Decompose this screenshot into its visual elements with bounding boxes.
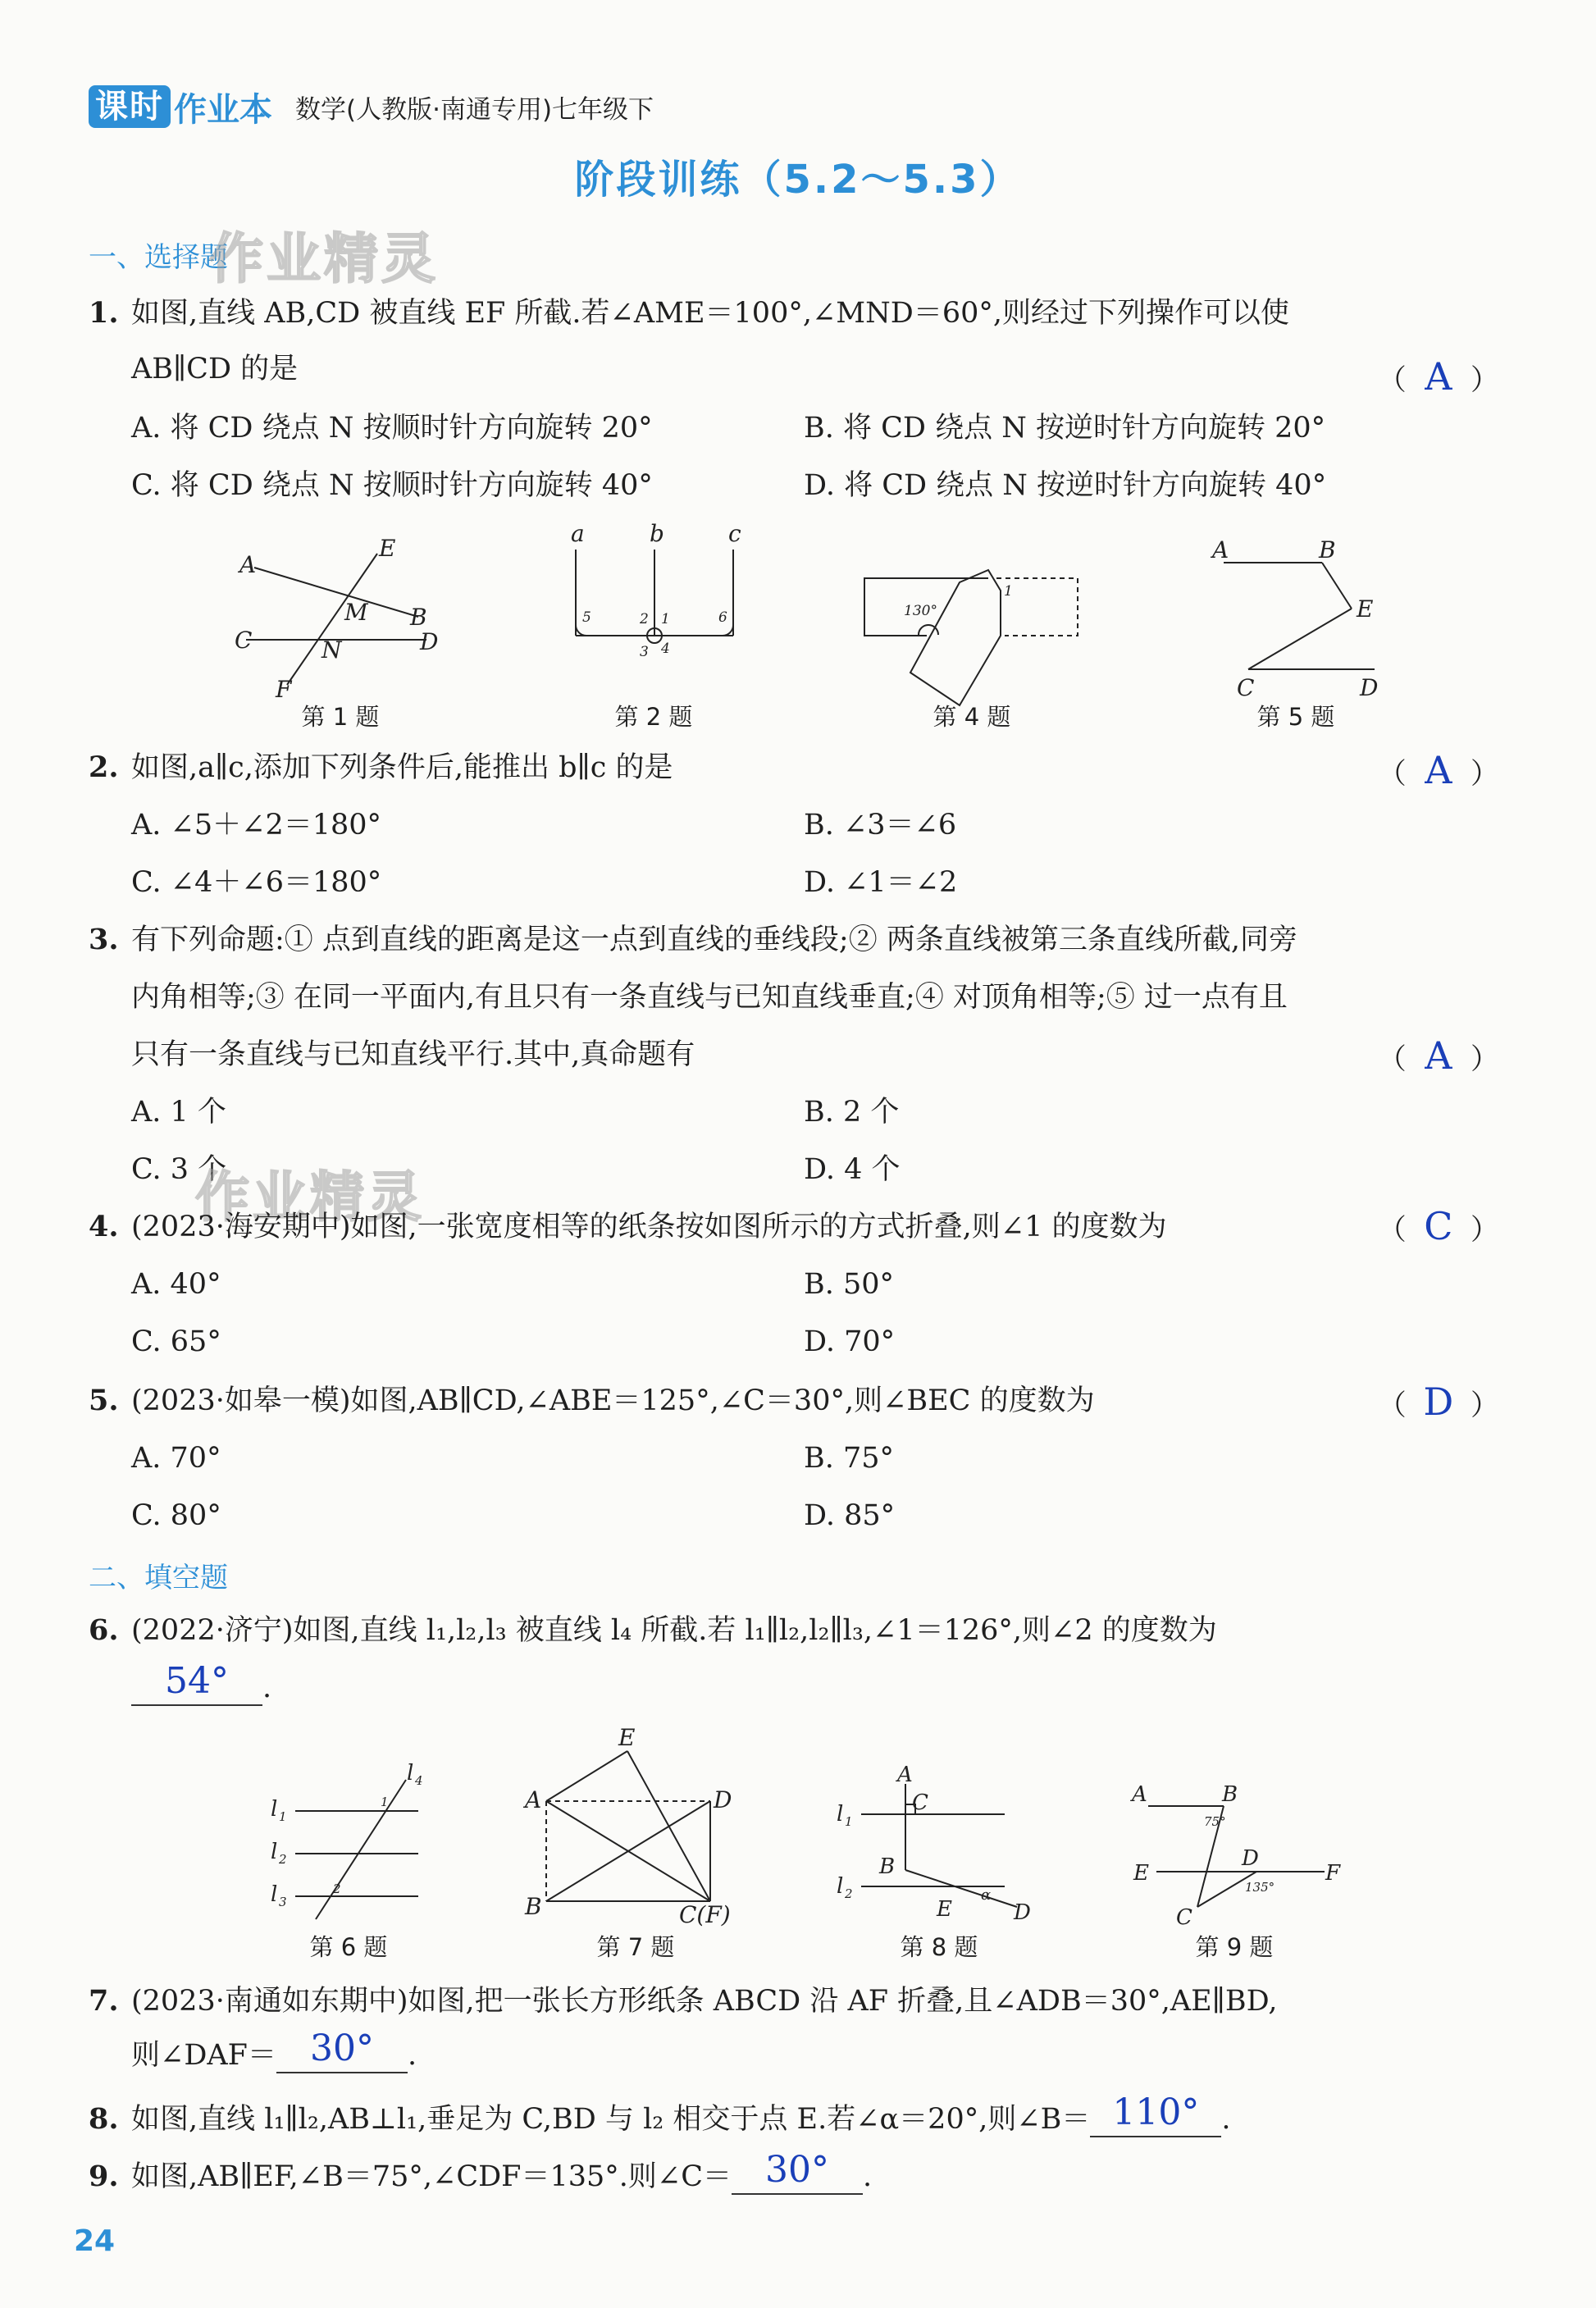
q4-option-a: A. 40° <box>131 1268 221 1301</box>
figure-5-caption: 第 5 题 <box>1256 703 1335 731</box>
section-choice-title: 一、选择题 <box>89 241 228 274</box>
svg-text:A: A <box>897 1763 913 1787</box>
q1-option-c: C. 将 CD 绕点 N 按顺时针方向旋转 40° <box>131 469 653 502</box>
svg-text:l: l <box>837 1802 844 1827</box>
q9-text: 如图,AB∥EF,∠B＝75°,∠CDF＝135°.则∠C＝ <box>131 2160 732 2193</box>
brand-box: 课时 <box>89 85 171 128</box>
q8-text: 如图,直线 l₁∥l₂,AB⊥l₁,垂足为 C,BD 与 l₂ 相交于点 E.若∠α＝20°,则∠B＝ <box>131 2103 1091 2136</box>
q5-option-d: D. 85° <box>804 1499 896 1532</box>
figure-4 <box>861 566 1091 705</box>
q6-blank-line <box>131 1660 1499 1706</box>
svg-text:1: 1 <box>845 1814 853 1829</box>
q8-number: 8. <box>89 2102 119 2136</box>
svg-text:1: 1 <box>1004 583 1013 600</box>
svg-text:l: l <box>271 1840 278 1864</box>
q7-text: (2023·南通如东期中)如图,把一张长方形纸条 ABCD 沿 AF 折叠,且∠ADB＝30°,AE∥BD, <box>131 1985 1278 2018</box>
svg-text:C: C <box>1237 674 1255 701</box>
svg-text:E: E <box>1357 595 1374 623</box>
q1-answer-paren: （ A ） <box>1377 354 1499 399</box>
q3-option-b: B. 2 个 <box>804 1096 900 1129</box>
q5-option-b: B. 75° <box>804 1442 895 1475</box>
q4-option-c: C. 65° <box>131 1325 221 1358</box>
q1-option-b: B. 将 CD 绕点 N 按逆时针方向旋转 20° <box>804 412 1326 445</box>
q7-end: . <box>407 2039 417 2072</box>
svg-text:A: A <box>525 1786 542 1813</box>
q9-number: 9. <box>89 2160 119 2193</box>
svg-text:D: D <box>1242 1846 1259 1871</box>
svg-text:a: a <box>571 520 585 547</box>
svg-text:B: B <box>525 1893 542 1920</box>
figure-6-caption: 第 6 题 <box>309 1933 388 1961</box>
svg-text:E: E <box>618 1724 636 1751</box>
q5-text: (2023·如皋一模)如图,AB∥CD,∠ABE＝125°,∠C＝30°,则∠BEC 的度数为 <box>131 1384 1095 1417</box>
svg-text:2: 2 <box>845 1886 853 1901</box>
q5-option-a: A. 70° <box>131 1442 221 1475</box>
q2-answer-paren: （ A ） <box>1377 748 1499 792</box>
q3-number: 3. <box>89 923 119 956</box>
q3-answer-paren: （ A ） <box>1377 1033 1499 1078</box>
figure-5 <box>1206 533 1402 701</box>
svg-text:1: 1 <box>381 1795 389 1809</box>
subject-line: 数学(人教版·南通专用)七年级下 <box>295 94 654 125</box>
q6-end: . <box>262 1672 272 1704</box>
q5-line <box>89 1383 1499 1419</box>
q3-text1: 有下列命题:① 点到直线的距离是这一点到直线的垂线段;② 两条直线被第三条直线所截,同旁 <box>131 924 1297 956</box>
svg-text:b: b <box>650 520 664 547</box>
figure-9 <box>1124 1763 1361 1930</box>
brand-logo <box>89 84 272 130</box>
q3-line3: 只有一条直线与已知直线平行.其中,真命题有 <box>131 1038 695 1071</box>
page-title: 阶段训练（5.2～5.3） <box>574 157 1022 203</box>
figure-2 <box>558 520 755 689</box>
figure-2-caption: 第 2 题 <box>614 703 693 731</box>
q6-line <box>89 1612 1499 1649</box>
q1-line2: AB∥CD 的是 <box>131 353 299 385</box>
svg-text:E: E <box>937 1897 952 1922</box>
q2-option-d: D. ∠1＝∠2 <box>804 866 958 899</box>
q3-line2: 内角相等;③ 在同一平面内,有且只有一条直线与已知直线垂直;④ 对顶角相等;⑤ 过一点有且 <box>131 981 1288 1014</box>
q5-number: 5. <box>89 1384 119 1417</box>
q2-option-b: B. ∠3＝∠6 <box>804 809 957 842</box>
svg-text:3: 3 <box>279 1895 287 1909</box>
svg-text:C: C <box>235 627 253 654</box>
svg-text:C: C <box>912 1790 928 1815</box>
q8-answer: 110° <box>1112 2091 1200 2133</box>
figure-6 <box>262 1763 443 1927</box>
svg-text:M: M <box>344 599 368 626</box>
q1-option-a: A. 将 CD 绕点 N 按顺时针方向旋转 20° <box>131 412 653 445</box>
q1-answer: A <box>1425 354 1452 399</box>
q7-number: 7. <box>89 1984 119 2018</box>
svg-text:C(F): C(F) <box>679 1901 731 1928</box>
svg-text:B: B <box>879 1854 896 1879</box>
q2-answer: A <box>1425 748 1452 792</box>
svg-text:1: 1 <box>661 611 670 627</box>
svg-text:N: N <box>321 636 342 664</box>
q4-number: 4. <box>89 1210 119 1243</box>
svg-text:130°: 130° <box>904 603 937 619</box>
brand-text: 作业本 <box>174 90 272 129</box>
svg-text:2: 2 <box>333 1882 341 1896</box>
q2-text: 如图,a∥c,添加下列条件后,能推出 b∥c 的是 <box>131 751 673 784</box>
svg-text:A: A <box>239 551 257 578</box>
q4-answer: C <box>1424 1204 1453 1248</box>
q4-line <box>89 1209 1499 1245</box>
svg-text:B: B <box>1319 536 1336 563</box>
q6-text: (2022·济宁)如图,直线 l₁,l₂,l₃ 被直线 l₄ 所截.若 l₁∥l₂,l₂∥l₃,∠1＝126°,则∠2 的度数为 <box>131 1614 1217 1647</box>
svg-text:c: c <box>728 520 741 547</box>
q7-text2: 则∠DAF＝ <box>131 2039 276 2072</box>
q9-answer: 30° <box>765 2149 829 2191</box>
svg-text:A: A <box>1132 1782 1147 1807</box>
q6-blank <box>131 1660 262 1706</box>
svg-text:75°: 75° <box>1204 1814 1226 1829</box>
q1-option-d: D. 将 CD 绕点 N 按逆时针方向旋转 40° <box>804 469 1327 502</box>
svg-text:3: 3 <box>640 644 649 660</box>
q7-answer: 30° <box>309 2027 374 2069</box>
watermark-2: 作业精灵 <box>195 1165 425 1229</box>
q2-option-a: A. ∠5＋∠2＝180° <box>131 809 382 842</box>
svg-text:5: 5 <box>582 609 591 626</box>
svg-text:B: B <box>1222 1782 1238 1807</box>
q6-number: 6. <box>89 1613 119 1647</box>
figure-4-caption: 第 4 题 <box>933 703 1011 731</box>
q3-option-c: C. 3 个 <box>131 1153 227 1186</box>
q1-text: 如图,直线 AB,CD 被直线 EF 所截.若∠AME＝100°,∠MND＝60°,则经过下列操作可以使 <box>131 297 1289 330</box>
svg-text:4: 4 <box>661 641 670 657</box>
q2-option-c: C. ∠4＋∠6＝180° <box>131 866 382 899</box>
svg-text:6: 6 <box>718 609 727 626</box>
svg-text:B: B <box>410 604 427 631</box>
q7-line2 <box>131 2027 1499 2073</box>
figure-1 <box>230 533 459 705</box>
svg-text:135°: 135° <box>1245 1880 1275 1895</box>
svg-text:2: 2 <box>279 1852 287 1867</box>
svg-text:l: l <box>271 1882 278 1907</box>
svg-text:E: E <box>379 535 396 562</box>
svg-text:D: D <box>714 1786 732 1813</box>
q4-option-b: B. 50° <box>804 1268 895 1301</box>
q4-option-d: D. 70° <box>804 1325 896 1358</box>
q3-option-d: D. 4 个 <box>804 1153 901 1186</box>
q9-end: . <box>863 2160 873 2193</box>
svg-text:2: 2 <box>640 611 649 627</box>
q9-line <box>89 2149 1499 2195</box>
q3-answer: A <box>1425 1033 1452 1078</box>
svg-text:α: α <box>981 1886 992 1904</box>
q3-option-a: A. 1 个 <box>131 1096 226 1129</box>
q8-end: . <box>1221 2103 1231 2136</box>
q3-line1 <box>89 922 1499 958</box>
q2-line <box>89 750 1499 786</box>
q2-number: 2. <box>89 750 119 784</box>
svg-text:A: A <box>1212 536 1229 563</box>
figure-8-caption: 第 8 题 <box>900 1933 978 1961</box>
q6-answer: 54° <box>165 1660 229 1702</box>
figure-8 <box>828 1763 1042 1927</box>
header <box>89 80 654 133</box>
q4-text: (2023·海安期中)如图,一张宽度相等的纸条按如图所示的方式折叠,则∠1 的度数为 <box>131 1211 1167 1243</box>
q8-line <box>89 2091 1499 2137</box>
svg-text:l: l <box>407 1761 414 1786</box>
figure-1-caption: 第 1 题 <box>301 703 380 731</box>
svg-text:l: l <box>271 1797 278 1822</box>
figure-7 <box>517 1722 755 1927</box>
svg-text:D: D <box>1360 674 1379 701</box>
q7-blank <box>276 2027 408 2073</box>
svg-text:D: D <box>420 628 439 655</box>
q8-blank <box>1090 2091 1221 2137</box>
svg-text:F: F <box>276 676 292 703</box>
q9-blank <box>732 2149 863 2195</box>
svg-text:4: 4 <box>415 1773 423 1788</box>
section-fill-title: 二、填空题 <box>89 1562 228 1594</box>
svg-text:D: D <box>1014 1900 1031 1925</box>
svg-text:l: l <box>837 1874 844 1899</box>
figure-9-caption: 第 9 题 <box>1195 1933 1274 1961</box>
q1-number: 1. <box>89 296 119 330</box>
figure-7-caption: 第 7 题 <box>596 1933 675 1961</box>
q7-line1 <box>89 1983 1499 2019</box>
q5-option-c: C. 80° <box>131 1499 221 1532</box>
svg-text:F: F <box>1325 1861 1341 1886</box>
page-number: 24 <box>74 2224 116 2258</box>
svg-text:E: E <box>1133 1861 1149 1886</box>
watermark: 作业精灵 <box>209 227 439 290</box>
svg-text:1: 1 <box>279 1809 287 1824</box>
svg-text:C: C <box>1176 1905 1192 1930</box>
q4-answer-paren: （ C ） <box>1377 1204 1499 1248</box>
q1-line1 <box>89 295 1499 331</box>
q5-answer-paren: （ D ） <box>1377 1380 1499 1424</box>
q5-answer: D <box>1423 1380 1454 1424</box>
